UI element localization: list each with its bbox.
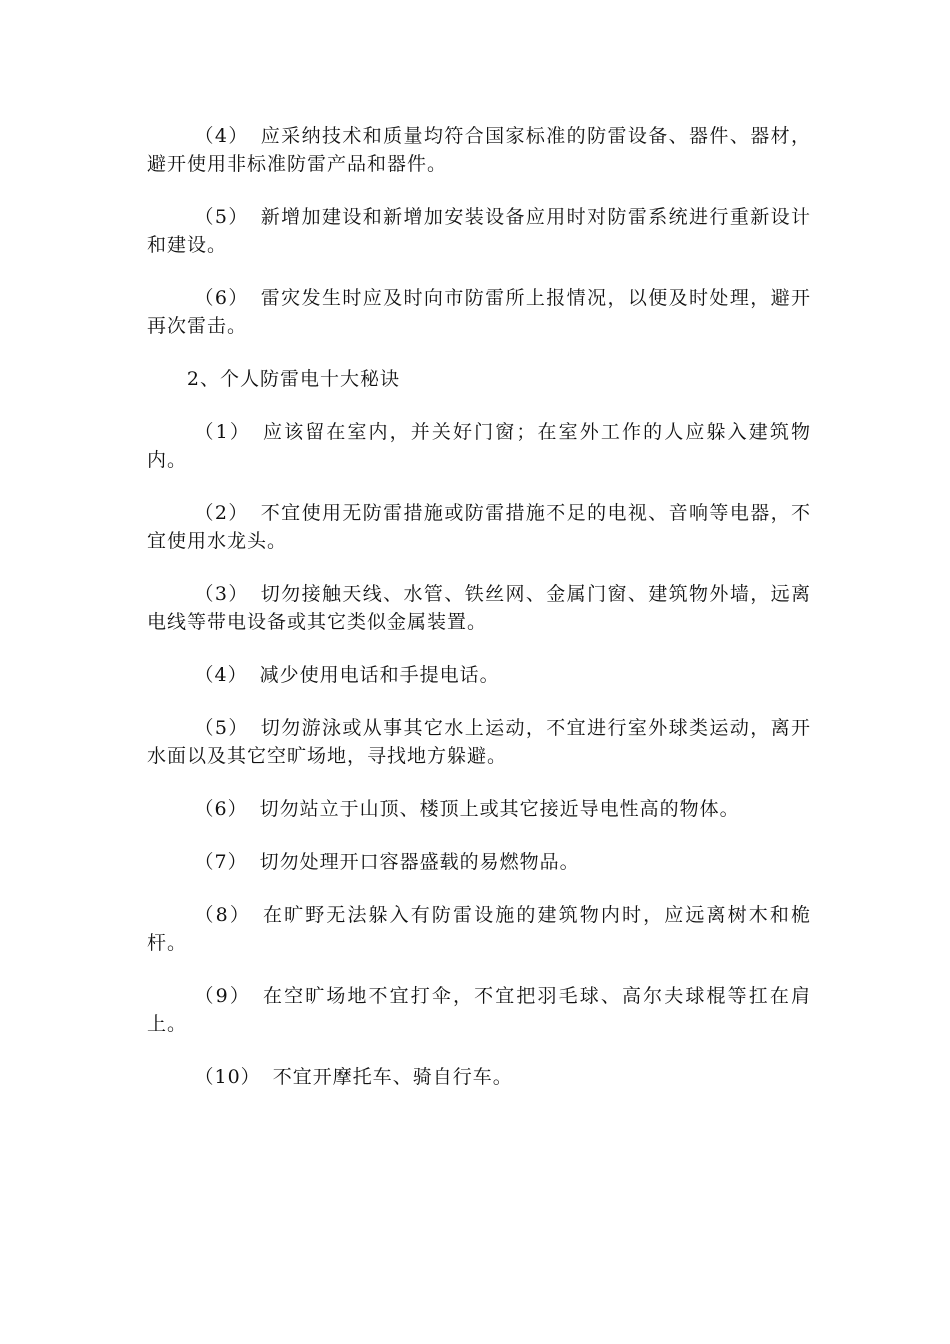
list-item <box>147 1063 811 1091</box>
list-item <box>147 901 811 957</box>
item-number: （4） <box>194 664 248 686</box>
list-item <box>147 499 811 555</box>
list-item <box>147 848 811 876</box>
item-text: 不宜使用无防雷措施或防雷措施不足的电视、音响等电器，不宜使用水龙头。 <box>147 502 811 552</box>
list-item <box>147 795 811 823</box>
list-item <box>147 580 811 636</box>
list-item <box>147 982 811 1038</box>
item-number: （6） <box>194 287 249 309</box>
item-text: 不宜开摩托车、骑自行车。 <box>272 1066 513 1088</box>
item-text: 在空旷场地不宜打伞，不宜把羽毛球、高尔夫球棍等扛在肩上。 <box>147 985 811 1035</box>
item-number: （2） <box>194 502 249 524</box>
list-item <box>147 418 811 474</box>
item-text: 减少使用电话和手提电话。 <box>259 664 500 686</box>
item-text: 切勿接触天线、水管、铁丝网、金属门窗、建筑物外墙，远离电线等带电设备或其它类似金属装置。 <box>147 583 811 633</box>
document-body <box>147 122 811 1116</box>
item-number: （6） <box>194 798 248 820</box>
section-heading: 2、个人防雷电十大秘诀 <box>186 368 400 390</box>
item-number: （1） <box>194 421 251 443</box>
item-number: （5） <box>194 206 249 228</box>
item-text: 在旷野无法躲入有防雷设施的建筑物内时，应远离树木和桅杆。 <box>147 904 811 954</box>
item-number: （9） <box>194 985 251 1007</box>
item-number: （3） <box>194 583 249 605</box>
list-item <box>147 203 811 259</box>
item-number: （5） <box>194 717 249 739</box>
item-number: （8） <box>194 904 251 926</box>
item-number: （4） <box>194 125 249 147</box>
item-text: 应采纳技术和质量均符合国家标准的防雷设备、器件、器材，避开使用非标准防雷产品和器件。 <box>147 125 811 175</box>
item-text: 雷灾发生时应及时向市防雷所上报情况，以便及时处理，避开再次雷击。 <box>147 287 811 337</box>
item-number: （10） <box>194 1066 261 1088</box>
list-item <box>147 714 811 770</box>
item-text: 切勿游泳或从事其它水上运动，不宜进行室外球类运动，离开水面以及其它空旷场地，寻找地方躲避。 <box>147 717 811 767</box>
item-text: 切勿站立于山顶、楼顶上或其它接近导电性高的物体。 <box>259 798 740 820</box>
list-item <box>147 661 811 689</box>
item-text: 应该留在室内，并关好门窗；在室外工作的人应躲入建筑物内。 <box>147 421 811 471</box>
list-item <box>147 284 811 340</box>
list-item <box>147 122 811 178</box>
item-text: 新增加建设和新增加安装设备应用时对防雷系统进行重新设计和建设。 <box>147 206 811 256</box>
item-text: 切勿处理开口容器盛载的易燃物品。 <box>259 851 580 873</box>
item-number: （7） <box>194 851 248 873</box>
